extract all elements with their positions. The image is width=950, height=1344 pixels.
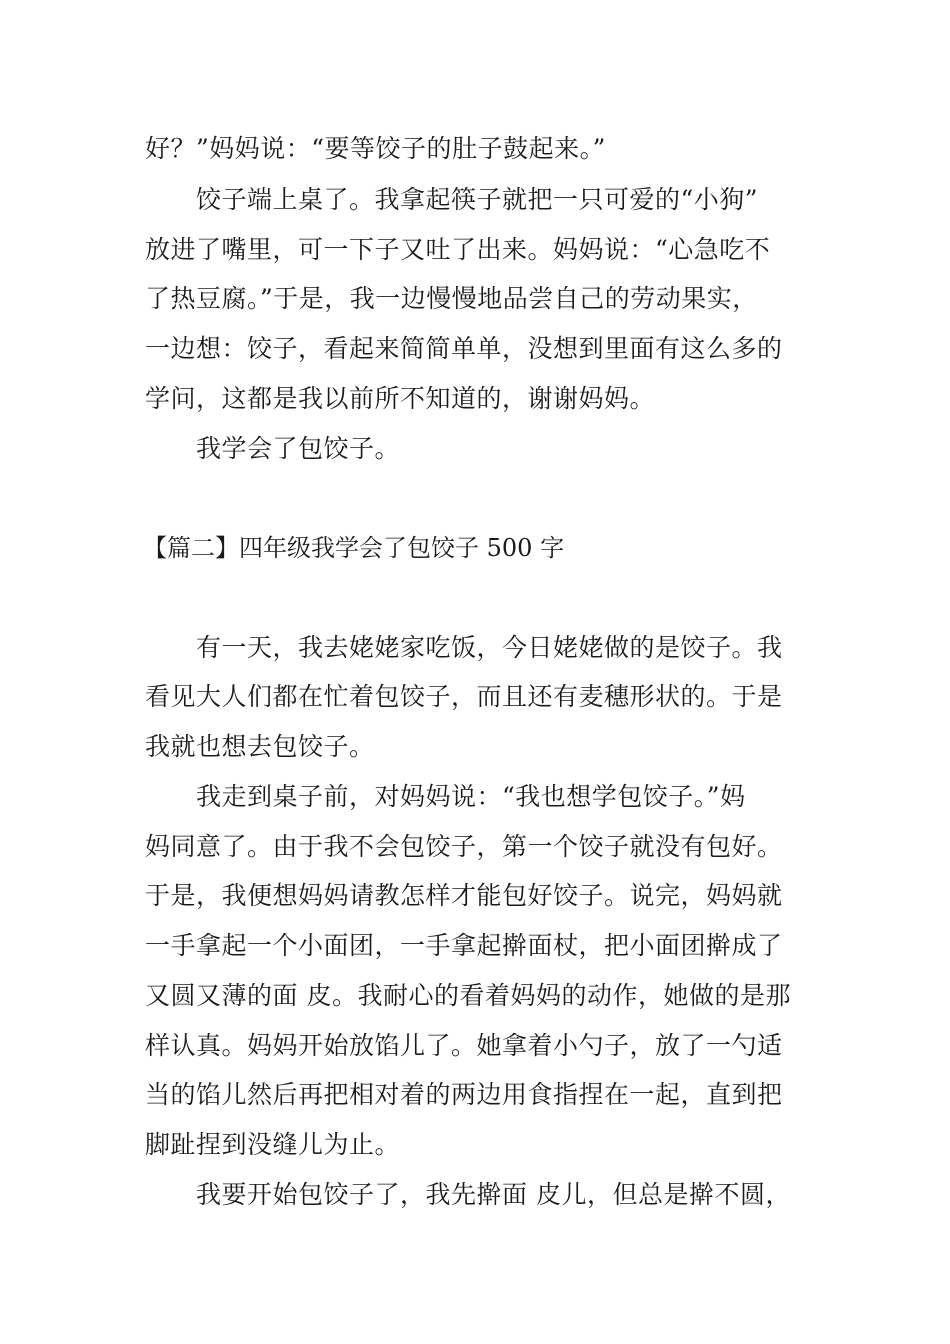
- text-line: 我要开始包饺子了，我先擀面 皮儿，但总是擀不圆，: [196, 1180, 791, 1209]
- text-line: 有一天，我去姥姥家吃饭，今日姥姥做的是饺子。我: [196, 633, 783, 662]
- text-line: 好？”妈妈说：“要等饺子的肚子鼓起来。”: [145, 134, 606, 163]
- text-line: 了热豆腐。”于是，我一边慢慢地品尝自己的劳动果实，: [145, 284, 758, 313]
- text-line: 当的馅儿然后再把相对着的两边用食指捏在一起，直到把: [145, 1080, 783, 1109]
- text-line: 又圆又薄的面 皮。我耐心的看着妈妈的动作，她做的是那: [145, 981, 791, 1010]
- section-heading: 【篇二】四年级我学会了包饺子 500 字: [143, 534, 565, 562]
- text-line: 一手拿起一个小面团，一手拿起擀面杖，把小面团擀成了: [145, 931, 783, 960]
- text-line: 看见大人们都在忙着包饺子，而且还有麦穗形状的。于是: [145, 682, 783, 711]
- text-line: 我走到桌子前，对妈妈说：“我也想学包饺子。”妈: [196, 782, 746, 811]
- text-line: 一边想：饺子，看起来简简单单，没想到里面有这么多的: [145, 334, 783, 363]
- text-line: 于是，我便想妈妈请教怎样才能包好饺子。说完，妈妈就: [145, 881, 783, 910]
- text-line: 妈同意了。由于我不会包饺子，第一个饺子就没有包好。: [145, 832, 783, 861]
- text-line: 脚趾捏到没缝儿为止。: [145, 1130, 401, 1159]
- text-line: 饺子端上桌了。我拿起筷子就把一只可爱的“小狗”: [196, 185, 759, 214]
- text-line: 我就也想去包饺子。: [145, 732, 375, 761]
- text-line: 我学会了包饺子。: [196, 434, 401, 463]
- text-line: 学问，这都是我以前所不知道的，谢谢妈妈。: [145, 384, 656, 413]
- text-line: 样认真。妈妈开始放馅儿了。她拿着小勺子，放了一勺适: [145, 1031, 783, 1060]
- text-line: 放进了嘴里，可一下子又吐了出来。妈妈说：“心急吃不: [145, 235, 771, 264]
